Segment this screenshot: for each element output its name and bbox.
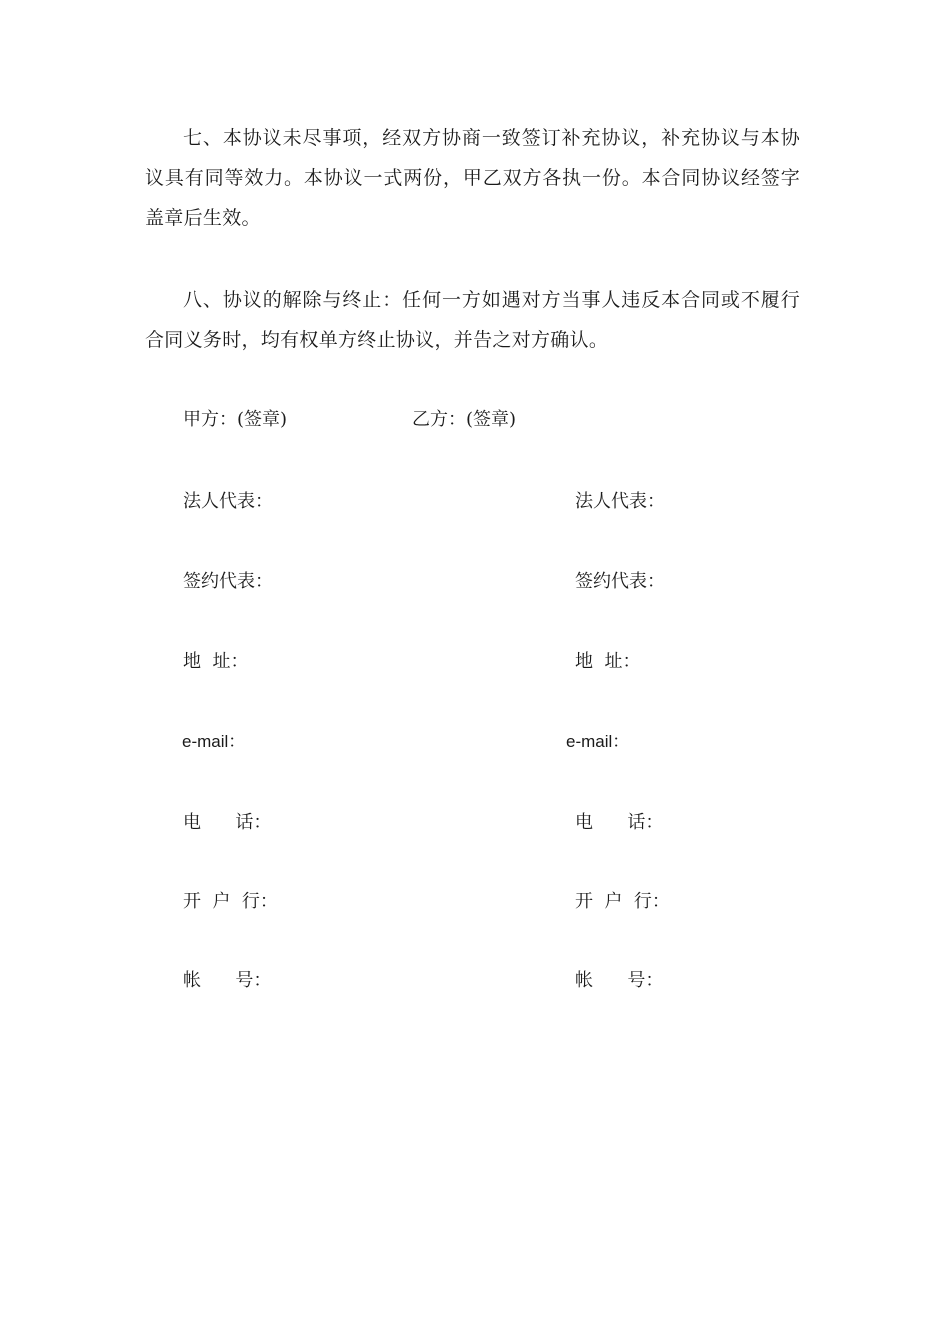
party-b-phone-label: 电 话： <box>575 812 664 833</box>
party-a-bank-label: 开 户 行： <box>183 891 278 912</box>
party-b-signing-rep-label: 签约代表： <box>575 571 665 592</box>
clause-7-paragraph: 七、本协议未尽事项，经双方协商一致签订补充协议，补充协议与本协议具有同等效力。本协议一式两份，甲乙双方各执一份。本合同协议经签字盖章后生效。 <box>145 127 800 229</box>
party-a-email-label: e-mail： <box>182 732 246 751</box>
party-a-phone-label: 电 话： <box>183 812 272 833</box>
party-b-bank-label: 开 户 行： <box>575 891 670 912</box>
party-a-seal-label: 甲方：(签章) <box>183 409 288 430</box>
party-b-account-label: 帐 号： <box>575 970 664 991</box>
party-b-address-label: 地 址： <box>575 651 641 672</box>
clause-8-paragraph: 八、协议的解除与终止：任何一方如遇对方当事人违反本合同或不履行合同义务时，均有权单方终止协议，并告之对方确认。 <box>145 289 800 351</box>
party-a-address-label: 地 址： <box>183 651 249 672</box>
party-b-seal-label: 乙方：(签章) <box>412 409 517 430</box>
party-a-account-label: 帐 号： <box>183 970 272 991</box>
party-b-email-label: e-mail： <box>566 732 630 751</box>
party-b-legal-rep-label: 法人代表： <box>575 491 665 512</box>
party-a-signing-rep-label: 签约代表： <box>183 571 273 592</box>
party-a-legal-rep-label: 法人代表： <box>183 491 273 512</box>
